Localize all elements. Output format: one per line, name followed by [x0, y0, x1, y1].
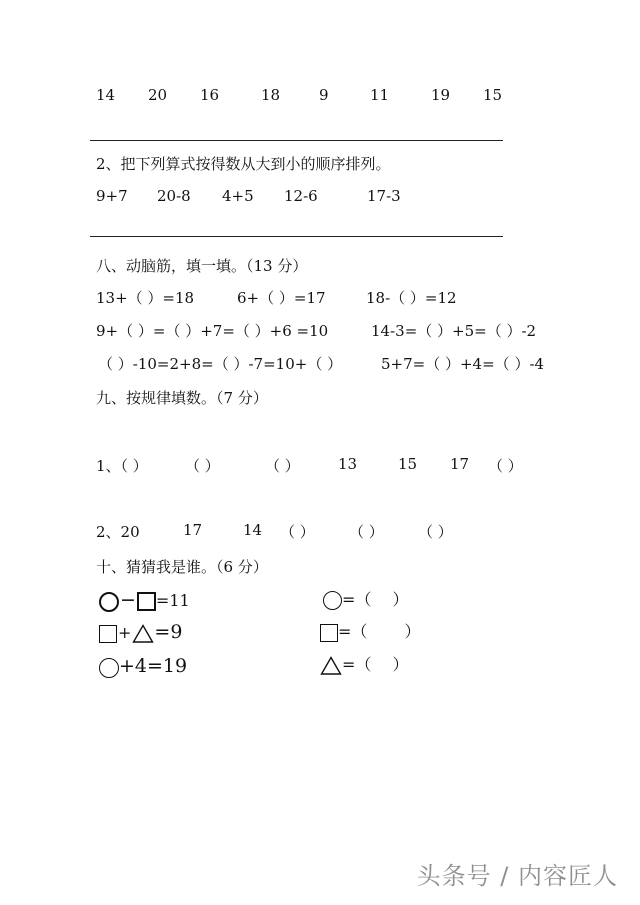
circle-icon	[99, 658, 119, 678]
number-item: 18	[261, 86, 281, 104]
fill-blank-item: 18-（ ）=12	[366, 289, 457, 307]
expression-item: 12-6	[284, 187, 318, 205]
fill-blank-item: （ ）-10=2+8=（ ）-7=10+（ ）	[98, 355, 343, 373]
square-icon	[137, 592, 156, 611]
sequence-item: 17	[183, 521, 203, 539]
triangle-icon	[132, 624, 154, 643]
equation-2	[99, 621, 182, 643]
circle-icon	[323, 591, 342, 610]
answer-line[interactable]	[90, 236, 503, 237]
sequence-item: 2、20	[96, 523, 140, 541]
watermark: 头条号 / 内容匠人	[416, 862, 618, 890]
expression-item: 4+5	[222, 187, 254, 205]
sequence-item: 17	[450, 455, 470, 473]
number-item: 20	[148, 86, 168, 104]
number-item: 14	[96, 86, 116, 104]
equation-3	[99, 654, 187, 678]
section-10-title: 十、猜猜我是谁。（6 分）	[96, 558, 268, 576]
square-icon	[320, 624, 338, 642]
expression-item: 20-8	[157, 187, 191, 205]
sequence-item: （ ）	[488, 457, 523, 475]
sequence-item: 1、（ ）	[96, 457, 148, 475]
fill-blank-item: 6+（ ）=17	[237, 289, 326, 307]
number-item: 15	[483, 86, 503, 104]
sequence-item: 14	[243, 521, 263, 539]
answer-line[interactable]	[90, 140, 503, 141]
answer-square	[320, 621, 421, 643]
sequence-item: （ ）	[418, 523, 453, 541]
number-item: 19	[431, 86, 451, 104]
sequence-item: （ ）	[280, 523, 315, 541]
triangle-icon	[320, 656, 342, 675]
square-icon	[99, 625, 117, 643]
sequence-item: （ ）	[265, 457, 300, 475]
equation-result: =9	[154, 621, 183, 643]
number-item: 9	[319, 86, 329, 104]
circle-icon	[99, 592, 119, 612]
expression-item: 9+7	[96, 187, 128, 205]
fill-blank-item: 14-3=（ ）+5=（ ）-2	[371, 322, 537, 340]
plus-sign: +	[118, 623, 132, 642]
sequence-item: （ ）	[185, 457, 220, 475]
fill-blank-item: 9+（ ）=（ ）+7=（ ）+6 =10	[96, 322, 329, 340]
sequence-item: （ ）	[349, 523, 384, 541]
expression-item: 17-3	[367, 187, 401, 205]
question-2-title: 2、把下列算式按得数从大到小的顺序排列。	[96, 155, 391, 173]
fill-blank-item: 13+（ ）=18	[96, 289, 195, 307]
answer-triangle	[320, 654, 409, 676]
sequence-item: 13	[338, 455, 358, 473]
section-8-title: 八、动脑筋，填一填。（13 分）	[96, 257, 308, 275]
number-item: 16	[200, 86, 220, 104]
minus-sign: −	[120, 589, 136, 611]
equation-result: +4=19	[119, 655, 188, 677]
sequence-item: 15	[398, 455, 418, 473]
fill-blank-item: 5+7=（ ）+4=（ ）-4	[381, 355, 545, 373]
equation-1	[99, 589, 190, 611]
equation-result: =11	[155, 591, 190, 610]
answer-blank[interactable]: =（ ）	[342, 590, 409, 609]
number-item: 11	[370, 86, 390, 104]
section-9-title: 九、按规律填数。（7 分）	[96, 389, 268, 407]
answer-blank[interactable]: =（ ）	[342, 655, 409, 674]
answer-blank[interactable]: =（ ）	[338, 622, 421, 641]
answer-circle	[323, 589, 409, 611]
